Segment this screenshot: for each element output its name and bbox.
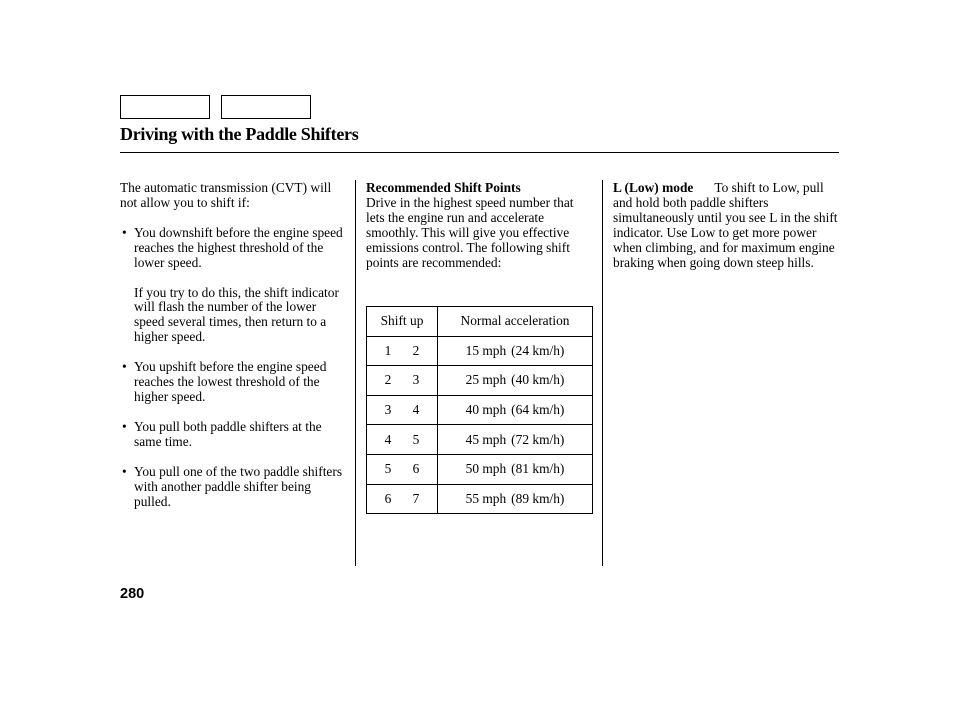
- table-row: [367, 454, 593, 484]
- speed-mph: 45 mph: [465, 431, 507, 447]
- table-row: [367, 395, 593, 425]
- from-gear: 6: [384, 490, 392, 506]
- speed-mph: 40 mph: [465, 402, 507, 418]
- header-shift-up: Shift up: [367, 307, 438, 337]
- shift-cell: [367, 366, 438, 396]
- column-divider-2: [602, 180, 603, 566]
- list-item: • You downshift before the engine speed reaches the highest threshold of the lower speed.: [120, 226, 345, 271]
- list-item: • You pull both paddle shifters at the same time.: [120, 420, 345, 450]
- speed-cell: [438, 425, 593, 455]
- speed-cell: [438, 395, 593, 425]
- shift-points-text: Drive in the highest speed number that lets the engine run and accelerate smoothly. This will give you effective emissions control. The following shift points are recommended:: [366, 194, 574, 270]
- shift-cell: [367, 336, 438, 366]
- from-gear: 3: [384, 402, 392, 418]
- speed-mph: 25 mph: [465, 372, 507, 388]
- index-button[interactable]: [221, 95, 311, 119]
- page-number: 280: [120, 586, 145, 602]
- column-low-mode: [613, 181, 839, 270]
- downshift-note: If you try to do this, the shift indicator will flash the number of the lower speed several times, then return to a higher speed.: [134, 284, 339, 345]
- speed-mph: 50 mph: [465, 461, 507, 477]
- column-shift-restrictions: [120, 181, 345, 524]
- low-mode-paragraph: [613, 181, 839, 270]
- column-shift-points: [366, 181, 594, 270]
- shift-cell: [367, 425, 438, 455]
- list-item: • You upshift before the engine speed reaches the lowest threshold of the higher speed.: [120, 360, 345, 405]
- to-gear: 4: [412, 402, 420, 418]
- speed-kmh: (40 km/h): [511, 372, 565, 388]
- speed-mph: 15 mph: [465, 342, 507, 358]
- speed-cell: [438, 366, 593, 396]
- speed-cell: [438, 336, 593, 366]
- speed-mph: 55 mph: [465, 490, 507, 506]
- shift-cell: [367, 395, 438, 425]
- to-gear: 7: [412, 490, 420, 506]
- intro-text: The automatic transmission (CVT) will not allow you to shift if:: [120, 180, 332, 210]
- table-row: [367, 425, 593, 455]
- restriction-list: [120, 226, 345, 510]
- low-mode-text: To shift to Low, pull and hold both paddle shifters simultaneously until you see L in the shift indicator. Use Low to get more power when climbing, and for maximum engine braking when going down steep hills.: [613, 180, 838, 270]
- low-mode-heading: L (Low) mode: [613, 180, 694, 195]
- to-gear: 6: [412, 461, 420, 477]
- shift-points-heading: Recommended Shift Points: [366, 180, 521, 195]
- from-gear: 5: [384, 461, 392, 477]
- table-row: [367, 484, 593, 514]
- speed-kmh: (81 km/h): [511, 461, 565, 477]
- shift-cell: [367, 454, 438, 484]
- shift-points-table: [366, 306, 593, 514]
- from-gear: 2: [384, 372, 392, 388]
- to-gear: 3: [412, 372, 420, 388]
- speed-kmh: (24 km/h): [511, 342, 565, 358]
- speed-kmh: (89 km/h): [511, 490, 565, 506]
- column-divider-1: [355, 180, 356, 566]
- from-gear: 1: [384, 342, 392, 358]
- title-divider: [120, 152, 839, 153]
- speed-kmh: (64 km/h): [511, 402, 565, 418]
- list-item: • You pull one of the two paddle shifters with another paddle shifter being pulled.: [120, 465, 345, 510]
- from-gear: 4: [384, 431, 392, 447]
- speed-cell: [438, 454, 593, 484]
- table-header-row: [367, 307, 593, 337]
- speed-kmh: (72 km/h): [511, 431, 565, 447]
- shift-cell: [367, 484, 438, 514]
- speed-cell: [438, 484, 593, 514]
- header-normal-acceleration: Normal acceleration: [438, 307, 593, 337]
- main-menu-button[interactable]: [120, 95, 210, 119]
- page-title: Driving with the Paddle Shifters: [120, 124, 359, 144]
- table-row: [367, 366, 593, 396]
- to-gear: 5: [412, 431, 420, 447]
- table-row: [367, 336, 593, 366]
- to-gear: 2: [412, 342, 420, 358]
